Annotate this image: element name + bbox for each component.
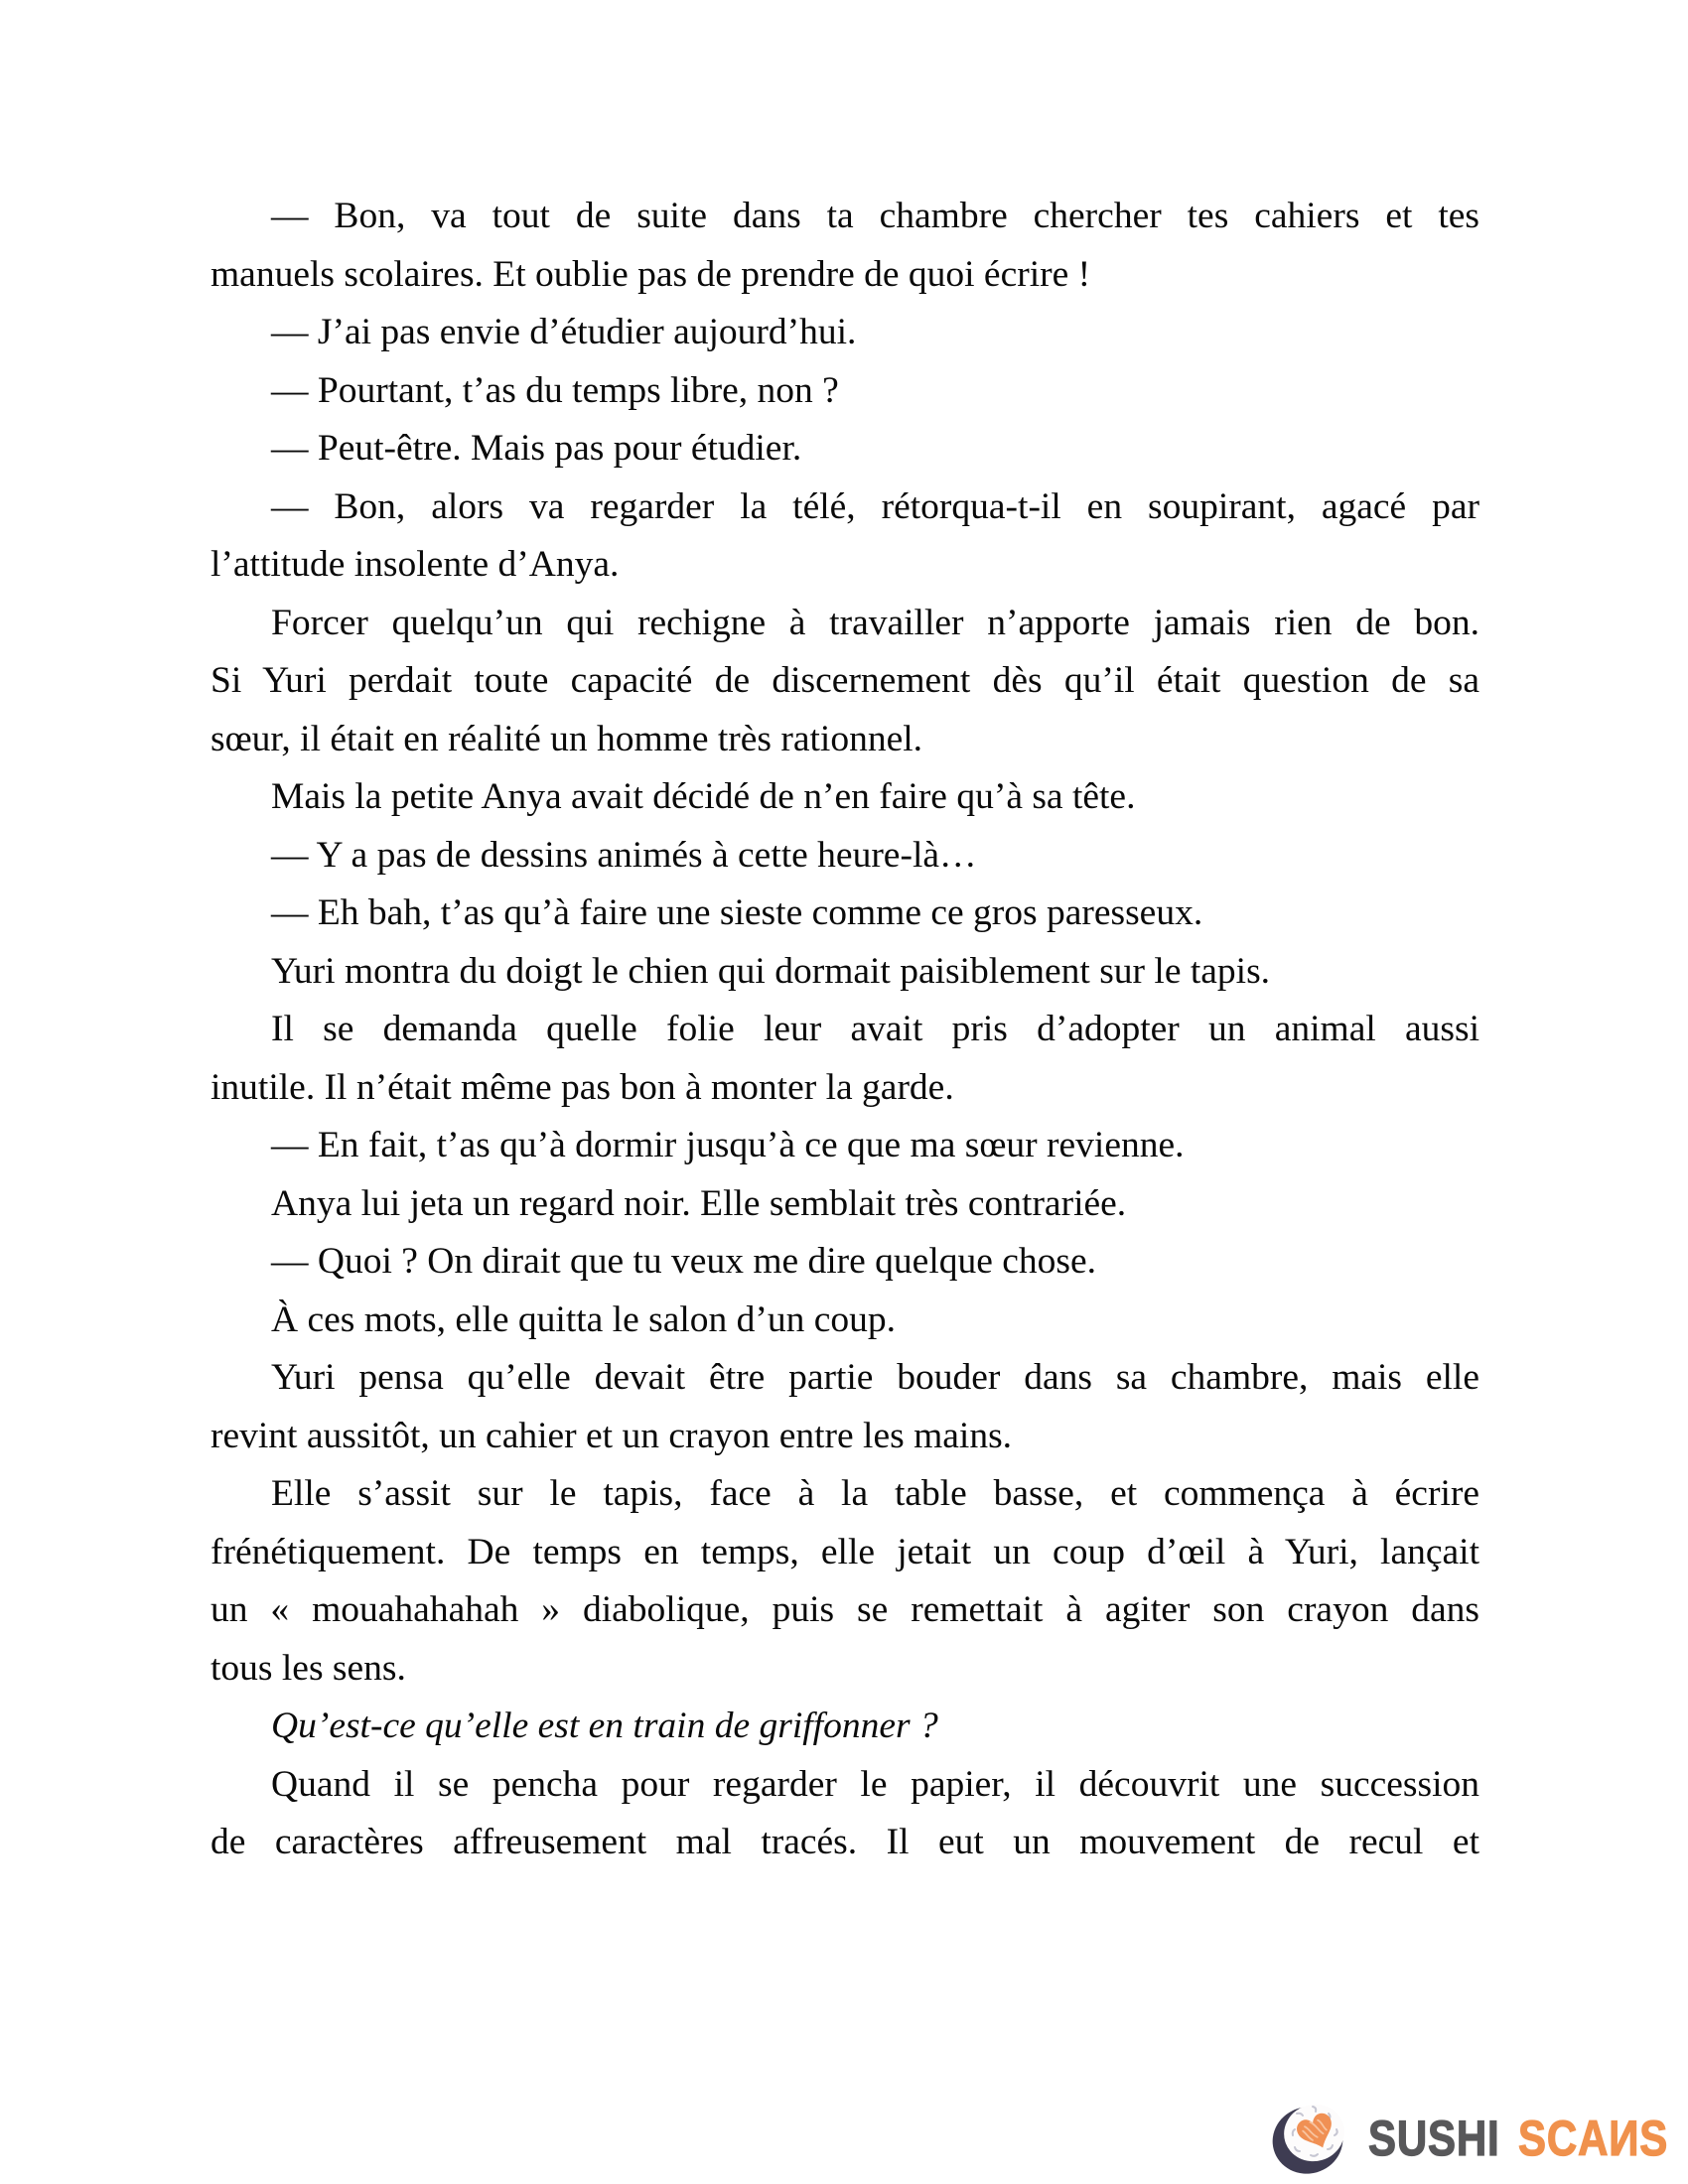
text-line: Elle s’assit sur le tapis, face à la table basse, et commença à écrire (271, 1473, 1479, 1514)
paragraph (211, 1001, 1479, 1117)
paragraph (211, 1349, 1479, 1465)
paragraph (211, 1175, 1479, 1234)
paragraph (211, 304, 1479, 362)
text-line: — Y a pas de dessins animés à cette heure-là… (271, 834, 977, 876)
text-line: À ces mots, elle quitta le salon d’un coup. (271, 1298, 897, 1340)
text-line: de caractères affreusement mal tracés. Il eut un mouvement de recul et (211, 1822, 1479, 1862)
paragraph (211, 362, 1479, 421)
paragraph (211, 478, 1479, 595)
paragraph (211, 420, 1479, 478)
paragraph (211, 1117, 1479, 1175)
paragraph (211, 1698, 1479, 1756)
text-line: Qu’est-ce qu’elle est en train de griffonner ? (271, 1706, 938, 1746)
text-line: Forcer quelqu’un qui rechigne à travailler n’apporte jamais rien de bon. (271, 602, 1479, 643)
sushi-scans-logo (1272, 2097, 1688, 2180)
text-line: tous les sens. (211, 1647, 406, 1689)
paragraph (211, 595, 1479, 769)
logo-word-scans: SCAИS (1518, 2111, 1669, 2166)
text-line: — Quoi ? On dirait que tu veux me dire quelque chose. (271, 1241, 1097, 1282)
paragraph (211, 943, 1479, 1002)
text-line: Anya lui jeta un regard noir. Elle semblait très contrariée. (271, 1182, 1127, 1224)
logo-word-sushi: SUSHI (1368, 2111, 1500, 2166)
text-line: l’attitude insolente d’Anya. (211, 544, 620, 585)
page-text (211, 188, 1479, 1872)
text-line: frénétiquement. De temps en temps, elle jetait un coup d’œil à Yuri, lançait (211, 1531, 1479, 1572)
text-line: — Pourtant, t’as du temps libre, non ? (271, 369, 839, 411)
paragraph (211, 768, 1479, 827)
text-line: — Bon, va tout de suite dans ta chambre chercher tes cahiers et tes (271, 196, 1479, 236)
text-line: — Eh bah, t’as qu’à faire une sieste comme ce gros paresseux. (271, 892, 1203, 933)
text-line: Si Yuri perdait toute capacité de discernement dès qu’il était question de sa (211, 660, 1479, 701)
text-line: — J’ai pas envie d’étudier aujourd’hui. (271, 312, 857, 352)
text-line: Yuri pensa qu’elle devait être partie bouder dans sa chambre, mais elle (271, 1357, 1479, 1398)
text-line: manuels scolaires. Et oublie pas de prendre de quoi écrire ! (211, 253, 1091, 295)
paragraph (211, 1465, 1479, 1698)
text-line: inutile. Il n’était même pas bon à monter la garde. (211, 1066, 954, 1108)
text-line: — Bon, alors va regarder la télé, rétorqua-t-il en soupirant, agacé par (271, 485, 1479, 527)
sushi-roll-icon (1272, 2095, 1351, 2183)
text-line: Yuri montra du doigt le chien qui dormait paisiblement sur le tapis. (271, 950, 1271, 992)
paragraph (211, 1233, 1479, 1292)
text-line: revint aussitôt, un cahier et un crayon entre les mains. (211, 1415, 1013, 1456)
text-line: — En fait, t’as qu’à dormir jusqu’à ce que ma sœur revienne. (271, 1125, 1185, 1165)
paragraph (211, 827, 1479, 886)
text-line: Mais la petite Anya avait décidé de n’en faire qu’à sa tête. (271, 776, 1136, 817)
paragraph (211, 1292, 1479, 1350)
text-line: Quand il se pencha pour regarder le papier, il découvrit une succession (271, 1763, 1479, 1805)
paragraph (211, 188, 1479, 304)
text-line: sœur, il était en réalité un homme très rationnel. (211, 718, 923, 759)
text-line: Il se demanda quelle folie leur avait pris d’adopter un animal aussi (271, 1009, 1479, 1049)
text-line: un « mouahahahah » diabolique, puis se remettait à agiter son crayon dans (211, 1589, 1479, 1630)
paragraph (211, 1756, 1479, 1872)
logo-wordmark (1368, 2110, 1668, 2167)
text-line: — Peut-être. Mais pas pour étudier. (271, 428, 802, 469)
paragraph (211, 885, 1479, 943)
